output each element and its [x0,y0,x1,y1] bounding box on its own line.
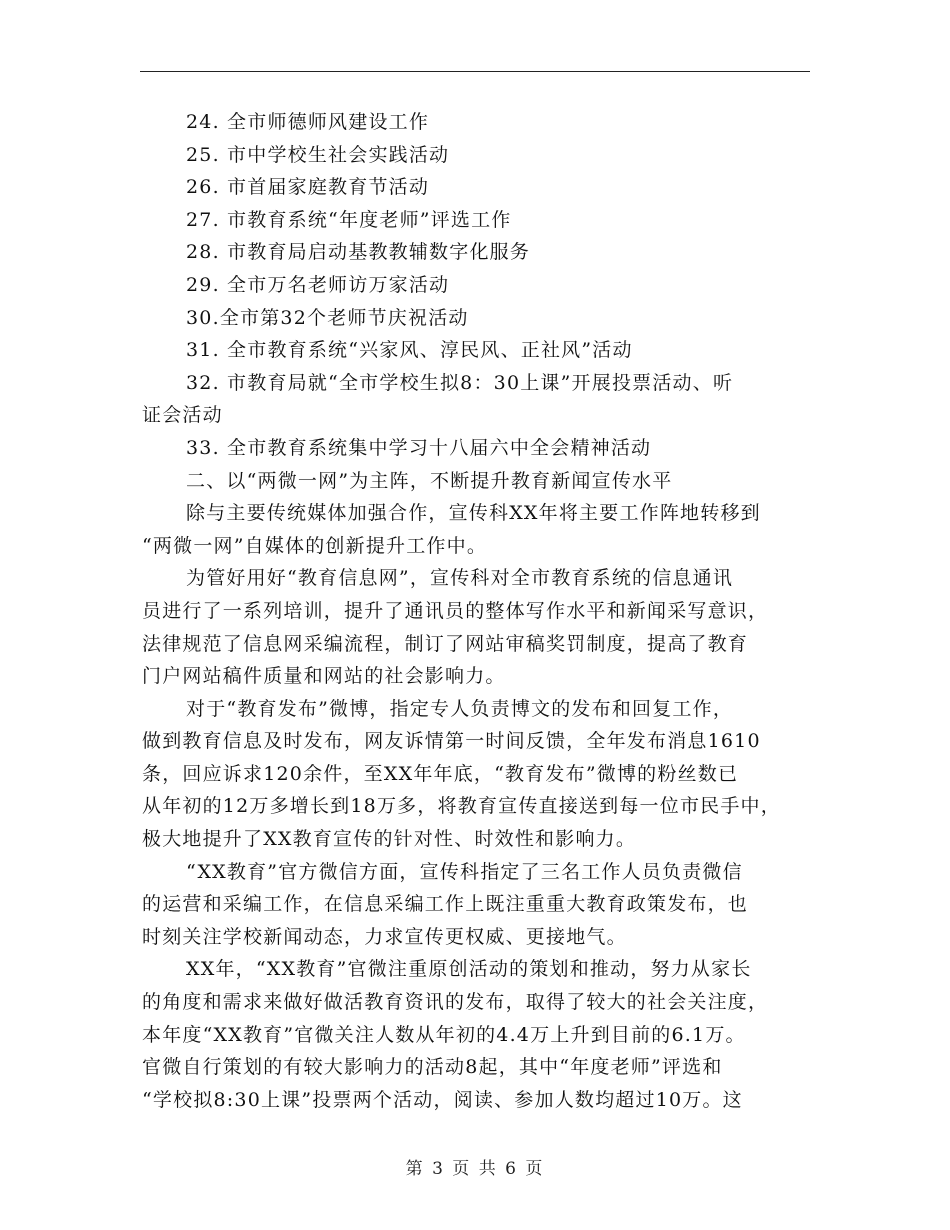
text-line: 时刻关注学校新闻动态，力求宣传更权威、更接地气。 [142,925,627,948]
text-line: 32. 市教育局就“全市学校生拟8：30上课”开展投票活动、听 [186,371,734,394]
text-line: 极大地提升了XX教育宣传的针对性、时效性和影响力。 [142,828,637,851]
text-line: 30.全市第32个老师节庆祝活动 [186,306,469,329]
text-line: “学校拟8:30上课”投票两个活动，阅读、参加人数均超过10万。这 [142,1088,743,1111]
text-line: 24. 全市师德师风建设工作 [186,111,430,133]
text-line: 本年度“XX教育”官微关注人数从年初的4.4万上升到目前的6.1万。 [142,1023,746,1046]
text-line: 29. 全市万名老师访万家活动 [186,273,450,296]
text-line: 26. 市首届家庭教育节活动 [186,176,430,199]
text-line: 25. 市中学校生社会实践活动 [186,143,450,166]
text-line: 证会活动 [142,404,223,427]
text-line: 门户网站稿件质量和网站的社会影响力。 [142,665,506,688]
text-line: 二、以“两微一网”为主阵，不断提升教育新闻宣传水平 [186,469,673,492]
text-line: 官微自行策划的有较大影响力的活动8起，其中“年度老师”评选和 [142,1056,723,1079]
text-line: 为管好用好“教育信息网”，宣传科对全市教育系统的信息通讯 [186,567,734,590]
document-body [142,106,822,1116]
text-line: 法律规范了信息网采编流程，制订了网站审稿奖罚制度，提高了教育 [142,632,749,655]
text-line: XX年，“XX教育”官微注重原创活动的策划和推动，努力从家长 [186,958,752,981]
text-line: “两微一网”自媒体的创新提升工作中。 [142,534,488,557]
text-line: 27. 市教育系统“年度老师”评选工作 [186,208,512,231]
text-line: 从年初的12万多增长到18万多，将教育宣传直接送到每一位市民手中， [142,795,781,818]
text-line: 员进行了一系列培训，提升了通讯员的整体写作水平和新闻采写意识， [142,599,769,622]
text-line: “XX教育”官方微信方面，宣传科指定了三名工作人员负责微信 [186,860,743,883]
text-line: 对于“教育发布”微博，指定专人负责博文的发布和回复工作， [186,697,734,720]
text-line: 做到教育信息及时发布，网友诉情第一时间反馈，全年发布消息1610 [142,730,761,753]
header-rule [140,71,810,72]
page-footer: 第 3 页 共 6 页 [405,1159,545,1179]
text-line: 31. 全市教育系统“兴家风、淳民风、正社风”活动 [186,339,633,362]
text-line: 28. 市教育局启动基教教辅数字化服务 [186,241,531,264]
text-line: 33. 全市教育系统集中学习十八届六中全会精神活动 [186,436,652,459]
text-line: 的角度和需求来做好做活教育资讯的发布，取得了较大的社会关注度， [142,991,769,1014]
text-line: 除与主要传统媒体加强合作，宣传科XX年将主要工作阵地转移到 [186,502,761,525]
text-line: 条，回应诉求120余件，至XX年年底，“教育发布”微博的粉丝数已 [142,762,739,785]
text-line: 的运营和采编工作，在信息采编工作上既注重重大教育政策发布，也 [142,893,749,916]
